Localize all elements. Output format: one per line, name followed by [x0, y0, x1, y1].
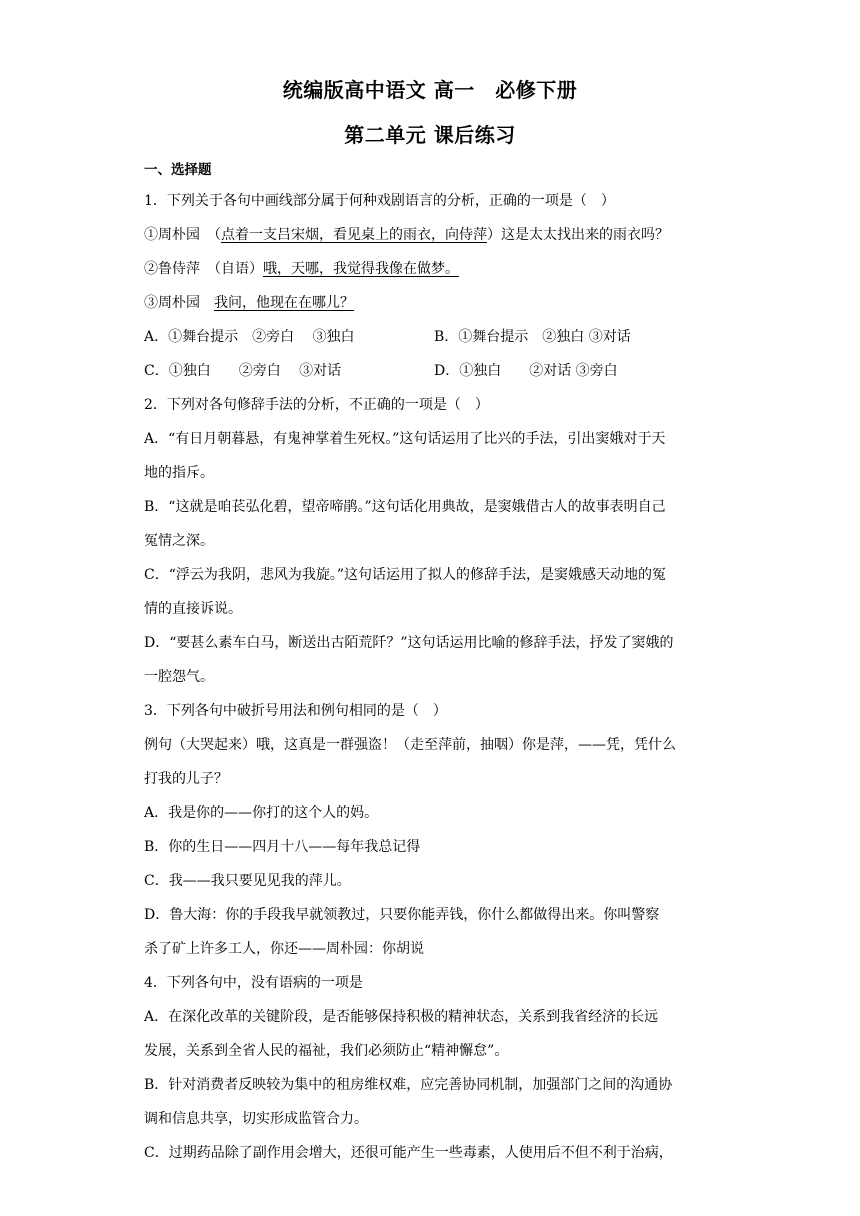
option-a-line-1: A．在深化改革的关键阶段，是否能够保持积极的精神状态，关系到我省经济的长远	[144, 1009, 659, 1025]
speaker-label: ③周朴园	[144, 295, 214, 311]
option-c: C．①独白 ②旁白 ③对话	[144, 363, 342, 379]
example-line-2: 打我的儿子？	[144, 771, 228, 787]
question-2-stem: 2．下列对各句修辞手法的分析，不正确的一项是（ ）	[144, 397, 489, 413]
speaker-label: ②鲁侍萍 （自语）	[144, 261, 263, 277]
option-a: A．我是你的——你打的这个人的妈。	[144, 805, 379, 821]
section-heading: 一、选择题	[144, 162, 212, 178]
option-c-line-2: 情的直接诉说。	[144, 601, 242, 617]
underlined-text: 哦，天哪，我觉得我像在做梦。	[263, 261, 459, 277]
option-a-line-2: 地的指斥。	[144, 465, 214, 481]
question-3-stem: 3．下列各句中破折号用法和例句相同的是（ ）	[144, 703, 447, 719]
option-d-line-1: D．鲁大海：你的手段我早就领教过，只要你能弄钱，你什么都做得出来。你叫警察	[144, 907, 660, 923]
example-line-1: 例句（大哭起来）哦，这真是一群强盗！（走至萍前，抽咽）你是萍，——凭，凭什么	[144, 737, 676, 753]
option-b-line-2: 冤情之深。	[144, 533, 214, 549]
option-b-line-1: B．针对消费者反映较为集中的租房维权难，应完善协同机制，加强部门之间的沟通协	[144, 1077, 673, 1093]
question-1-stem: 1．下列关于各句中画线部分属于何种戏剧语言的分析，正确的一项是（ ）	[144, 193, 615, 209]
option-a-line-2: 发展，关系到全省人民的福祉，我们必须防止“精神懈怠”。	[144, 1043, 509, 1059]
option-a-line-1: A．“有日月朝暮悬，有鬼神掌着生死权。”这句话运用了比兴的手法，引出窦娥对于天	[144, 431, 666, 447]
option-b-line-1: B．“这就是咱苌弘化碧，望帝啼鹃。”这句话化用典故，是窦娥借古人的故事表明自己	[144, 499, 666, 515]
question-4-stem: 4．下列各句中，没有语病的一项是	[144, 975, 363, 991]
question-list	[144, 184, 724, 1170]
option-d: D．①独白 ②对话 ③旁白	[434, 363, 618, 379]
question-1-sentence-1	[144, 218, 724, 252]
sentence-text: ）这是太太找出来的雨衣吗？	[487, 227, 669, 243]
option-b: B．你的生日——四月十八——每年我总记得	[144, 839, 421, 855]
document-subtitle: 第二单元 课后练习	[344, 123, 516, 147]
option-c: C．我——我只要见见我的萍儿。	[144, 873, 351, 889]
option-d-line-1: D．“要甚么素车白马，断送出古陌荒阡？”这句话运用比喻的修辞手法，抒发了窦娥的	[144, 635, 674, 651]
document-title: 统编版高中语文 高一 必修下册	[282, 78, 578, 102]
option-c-line-1: C．“浮云为我阴，悲风为我旋。”这句话运用了拟人的修辞手法，是窦娥感天动地的冤	[144, 567, 667, 583]
question-1-options-cd	[144, 354, 724, 388]
option-c-line-1: C．过期药品除了副作用会增大，还很可能产生一些毒素，人使用后不但不利于治病，	[144, 1145, 673, 1161]
underlined-text: 我问，他现在在哪儿？	[214, 295, 354, 311]
option-b: B．①舞台提示 ②独白 ③对话	[434, 329, 631, 345]
option-b-line-2: 调和信息共享，切实形成监管合力。	[144, 1111, 368, 1127]
question-1-sentence-2	[144, 252, 724, 286]
question-1-options-ab	[144, 320, 724, 354]
option-a: A．①舞台提示 ②旁白 ③独白	[144, 329, 355, 345]
option-d-line-2: 一腔怨气。	[144, 669, 214, 685]
question-1-sentence-3	[144, 286, 724, 320]
option-d-line-2: 杀了矿上许多工人，你还——周朴园：你胡说	[144, 941, 424, 957]
speaker-label: ①周朴园 （	[144, 227, 221, 243]
underlined-text: 点着一支吕宋烟，看见桌上的雨衣，向侍萍	[221, 227, 487, 243]
